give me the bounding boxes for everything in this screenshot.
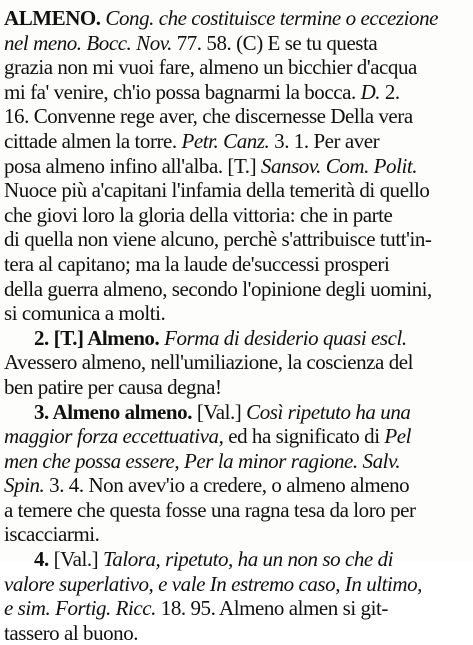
editor-tag: [Val.]: [53, 547, 103, 572]
citation-text: Nuoce più a'capitani l'infamia della temerità di quello: [4, 178, 430, 203]
citation-text: 18. 95. Almeno almen si git-: [155, 596, 388, 621]
citation-text: iscacciarmi.: [4, 522, 100, 547]
definition-text: men che possa essere, Per la minor ragione. Salv.: [4, 448, 401, 473]
citation-text: posa almeno infino all'alba. [T.]: [4, 153, 261, 178]
definition-text: Cong. che costituisce termine o eccezione: [105, 6, 439, 30]
entry-line: [4, 129, 466, 154]
entry-line: [4, 621, 466, 645]
citation-text: 2.: [380, 79, 400, 104]
entry-line: [4, 572, 466, 597]
entry-line: [4, 547, 466, 572]
entry-line: [4, 424, 466, 449]
source-reference: Sansov. Com. Polit.: [260, 153, 418, 178]
definition-text: valore superlativo, e vale In estremo caso, In ultimo,: [4, 571, 422, 596]
entry-line: [4, 227, 466, 252]
citation-text: ben patire per causa degna!: [4, 374, 222, 399]
dictionary-entry-almeno: [4, 6, 466, 645]
entry-line: [4, 80, 466, 105]
citation-text: 3. 1. Per aver: [269, 128, 380, 153]
sense-headword: 3. Almeno almeno.: [34, 399, 197, 424]
entry-line: [4, 203, 466, 228]
definition-text: Forma di desiderio quasi escl.: [164, 325, 407, 350]
entry-line: [4, 252, 466, 277]
definition-text: Così ripetuto ha una: [246, 399, 411, 424]
entry-line: [4, 400, 466, 425]
entry-line: [4, 178, 466, 203]
entry-line: [4, 6, 466, 31]
source-reference: Spin.: [4, 473, 45, 498]
entry-line: [4, 522, 466, 547]
citation-text: si comunica a molti.: [4, 301, 166, 326]
definition-text: ed ha significato di: [223, 424, 385, 449]
entry-line: [4, 596, 466, 621]
citation-text: tassero al buono.: [4, 620, 139, 645]
entry-line: [4, 277, 466, 302]
source-reference: e sim. Fortig. Ricc.: [4, 596, 156, 621]
definition-text: nel meno. Bocc. Nov.: [4, 30, 172, 55]
entry-line: [4, 301, 466, 326]
entry-line: [4, 104, 466, 129]
editor-tag: [Val.]: [196, 399, 247, 424]
citation-text: Avessero almeno, nell'umiliazione, la coscienza del: [4, 350, 414, 375]
entry-line: [4, 498, 466, 523]
entry-line: [4, 326, 466, 351]
headword: ALMENO.: [4, 6, 106, 30]
sense-headword: Almeno.: [87, 325, 165, 350]
source-reference: D.: [360, 79, 381, 104]
citation-text: cittade almen la torre.: [4, 128, 182, 153]
citation-text: grazia non mi vuoi fare, almeno un bicchier d'acqua: [4, 55, 417, 80]
sense-number: 2. [T.]: [34, 325, 88, 350]
entry-line: [4, 449, 466, 474]
entry-line: [4, 473, 466, 498]
citation-text: tera al capitano; ma la laude de'successi prosperi: [4, 251, 390, 276]
citation-text: di quella non viene alcuno, perchè s'attribuisce tutt'in-: [4, 227, 432, 252]
entry-line: [4, 31, 466, 56]
definition-text: maggior forza eccettuativa,: [4, 424, 224, 449]
entry-line: [4, 375, 466, 400]
definition-text: Pel: [384, 424, 412, 449]
citation-text: 77. 58. (C) E se tu questa: [171, 30, 378, 55]
citation-text: 16. Convenne rege aver, che discernesse Della vera: [4, 104, 413, 129]
entry-line: [4, 350, 466, 375]
source-reference: Petr. Canz.: [181, 128, 270, 153]
citation-text: della guerra almeno, secondo l'opinione degli uomini,: [4, 276, 432, 301]
definition-text: Talora, ripetuto, ha un non so che di: [103, 547, 394, 572]
citation-text: mi fa' venire, ch'io possa bagnarmi la bocca.: [4, 79, 361, 104]
citation-text: 3. 4. Non avev'io a credere, o almeno almeno: [44, 473, 410, 498]
citation-text: che giovi loro la gloria della vittoria: che in parte: [4, 202, 393, 227]
entry-line: [4, 55, 466, 80]
entry-line: [4, 154, 466, 179]
sense-number: 4.: [34, 547, 54, 572]
citation-text: a temere che questa fosse una ragna tesa da loro per: [4, 497, 416, 522]
